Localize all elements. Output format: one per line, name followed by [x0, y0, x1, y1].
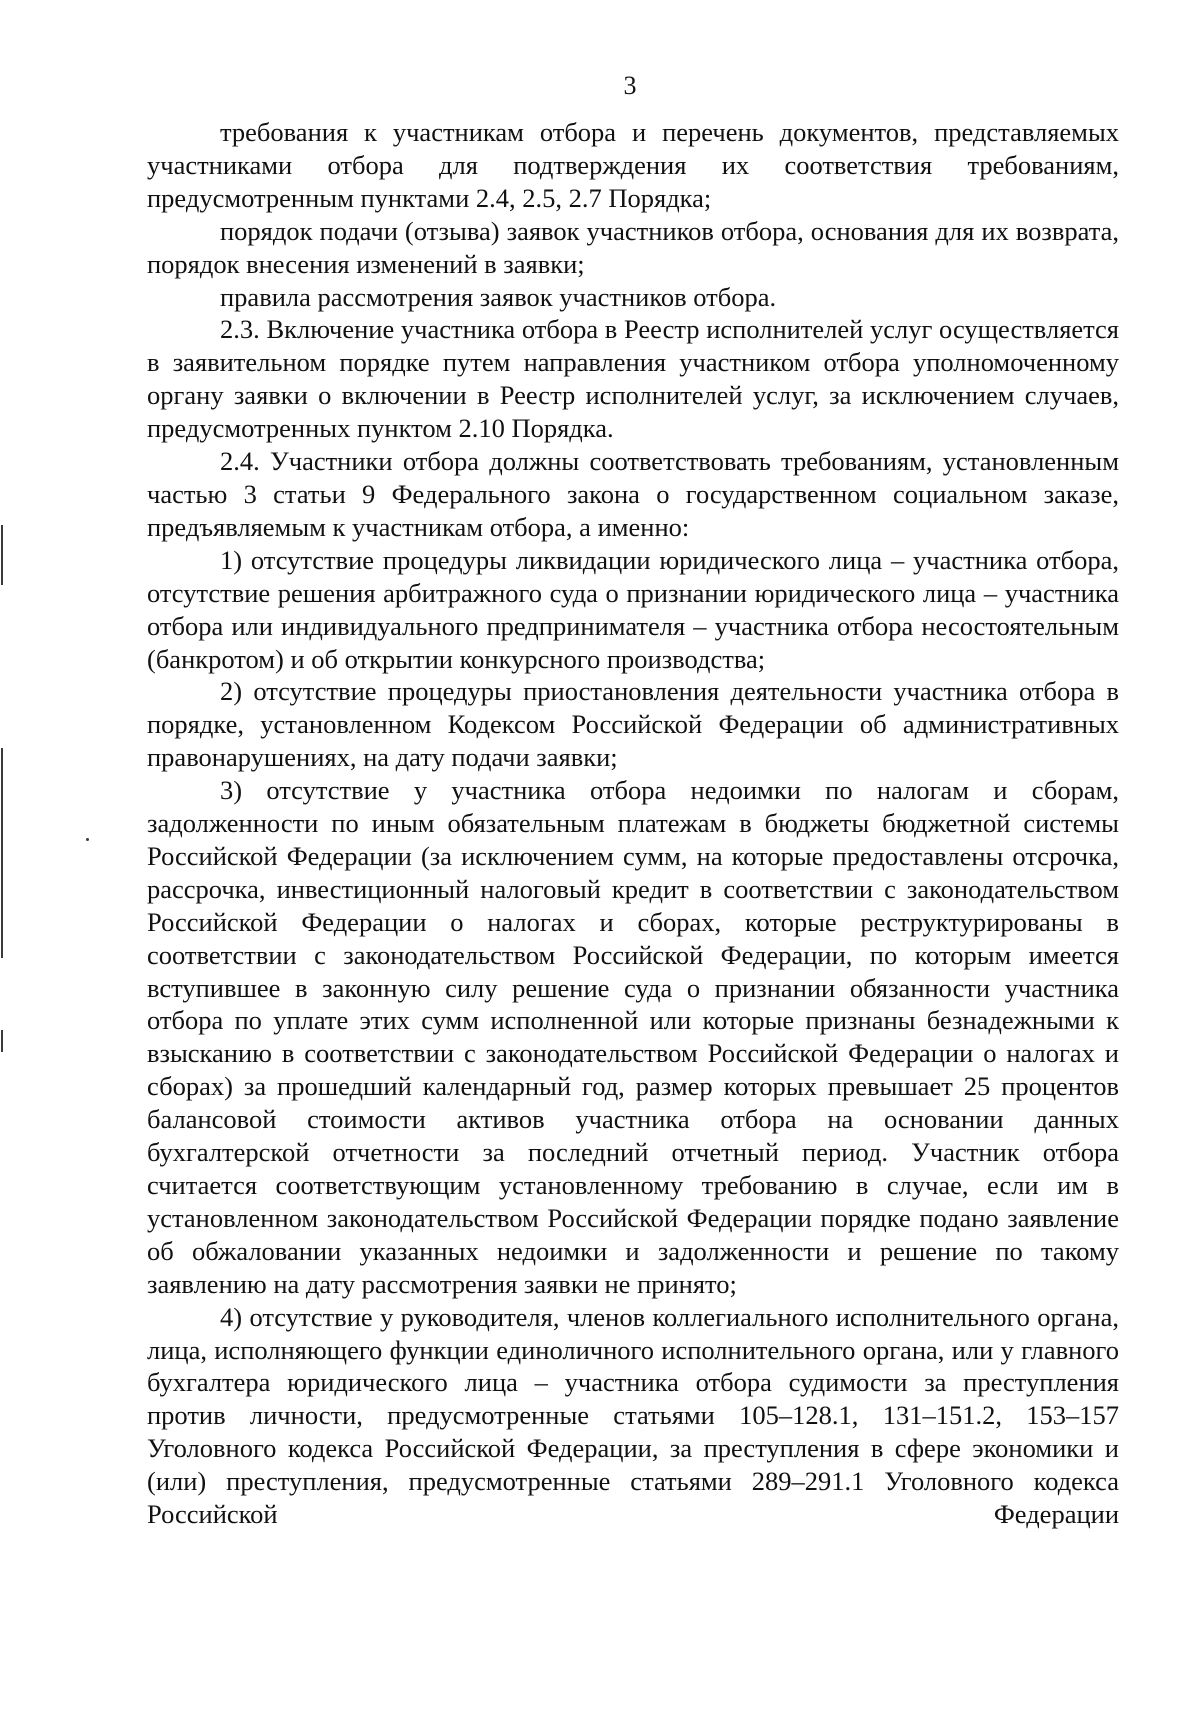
paragraph-selection-requirements: требования к участникам отбора и перечень документов, представляемых участниками отбора для подтверждения их соответствия требованиям, предусмотренным пунктами 2.4, 2.5, 2.7 Порядка; [147, 117, 1119, 213]
page-number: 3 [623, 71, 637, 100]
paragraph-2-3: 2.3. Включение участника отбора в Реестр исполнителей услуг осуществляется в заявительном порядке путем направления участником отбора уполномоченному органу заявки о включении в Реестр исполнителей услуг, за исключением случаев, предусмотренных пунктом 2.10 Порядка. [147, 314, 1119, 444]
paragraph-review-rules: правила рассмотрения заявок участников отбора. [220, 281, 777, 312]
document-body [147, 116, 1119, 1531]
list-item-3: 3) отсутствие у участника отбора недоимки по налогам и сборам, задолженности по иным обязательным платежам в бюджеты бюджетной системы Российской Федерации (за исключением сумм, на которые предоставлены отсрочка, рассрочка, инвестиционный налоговый кредит в соответствии с законодательством Российской Федерации о налогах и сборах, которые реструктурированы в соответствии с законодательством Российской Федерации, по которым имеется вступившее в законную силу решение суда о признании обязанности участника отбора по уплате этих сумм исполненной или которые признаны безнадежными к взысканию в соответствии с законодательством Российской Федерации о налогах и сборах) за прошедший календарный год, размер которых превышает 25 процентов балансовой стоимости активов участника отбора на основании данных бухгалтерской отчетности за последний отчетный период. Участник отбора считается соответствующим установленному требованию в случае, если им в установленном законодательством Российской Федерации порядке подано заявление об обжаловании указанных недоимки и задолженности и решение по такому заявлению на дату рассмотрения заявки не принято; [147, 775, 1119, 1299]
list-item-2: 2) отсутствие процедуры приостановления деятельности участника отбора в порядке, установленном Кодексом Российской Федерации об административных правонарушениях, на дату подачи заявки; [147, 676, 1119, 773]
paragraph-application-procedure: порядок подачи (отзыва) заявок участников отбора, основания для их возврата, порядок внесения изменений в заявки; [147, 215, 1119, 279]
paragraph-2-4: 2.4. Участники отбора должны соответствовать требованиям, установленным частью 3 статьи 9 Федерального закона о государственном социальном заказе, предъявляемым к участникам отбора, а именно: [147, 446, 1119, 542]
scan-edge-mark [1, 1030, 3, 1052]
scan-edge-mark [1, 525, 3, 585]
scan-edge-mark [1, 748, 3, 958]
list-item-4: 4) отсутствие у руководителя, членов коллегиального исполнительного органа, лица, исполняющего функции единоличного исполнительного органа, или у главного бухгалтера юридического лица – участника отбора судимости за преступления против личности, предусмотренные статьями 105–128.1, 131–151.2, 153–157 Уголовного кодекса Российской Федерации, за преступления в сфере экономики и (или) преступления, предусмотренные статьями 289–291.1 Уголовного кодекса Российской Федерации [147, 1301, 1119, 1530]
list-item-1: 1) отсутствие процедуры ликвидации юридического лица – участника отбора, отсутствие решения арбитражного суда о признании юридического лица – участника отбора или индивидуального предпринимателя – участника отбора несостоятельным (банкротом) и об открытии конкурсного производства; [147, 544, 1119, 674]
scan-dot [86, 838, 89, 841]
